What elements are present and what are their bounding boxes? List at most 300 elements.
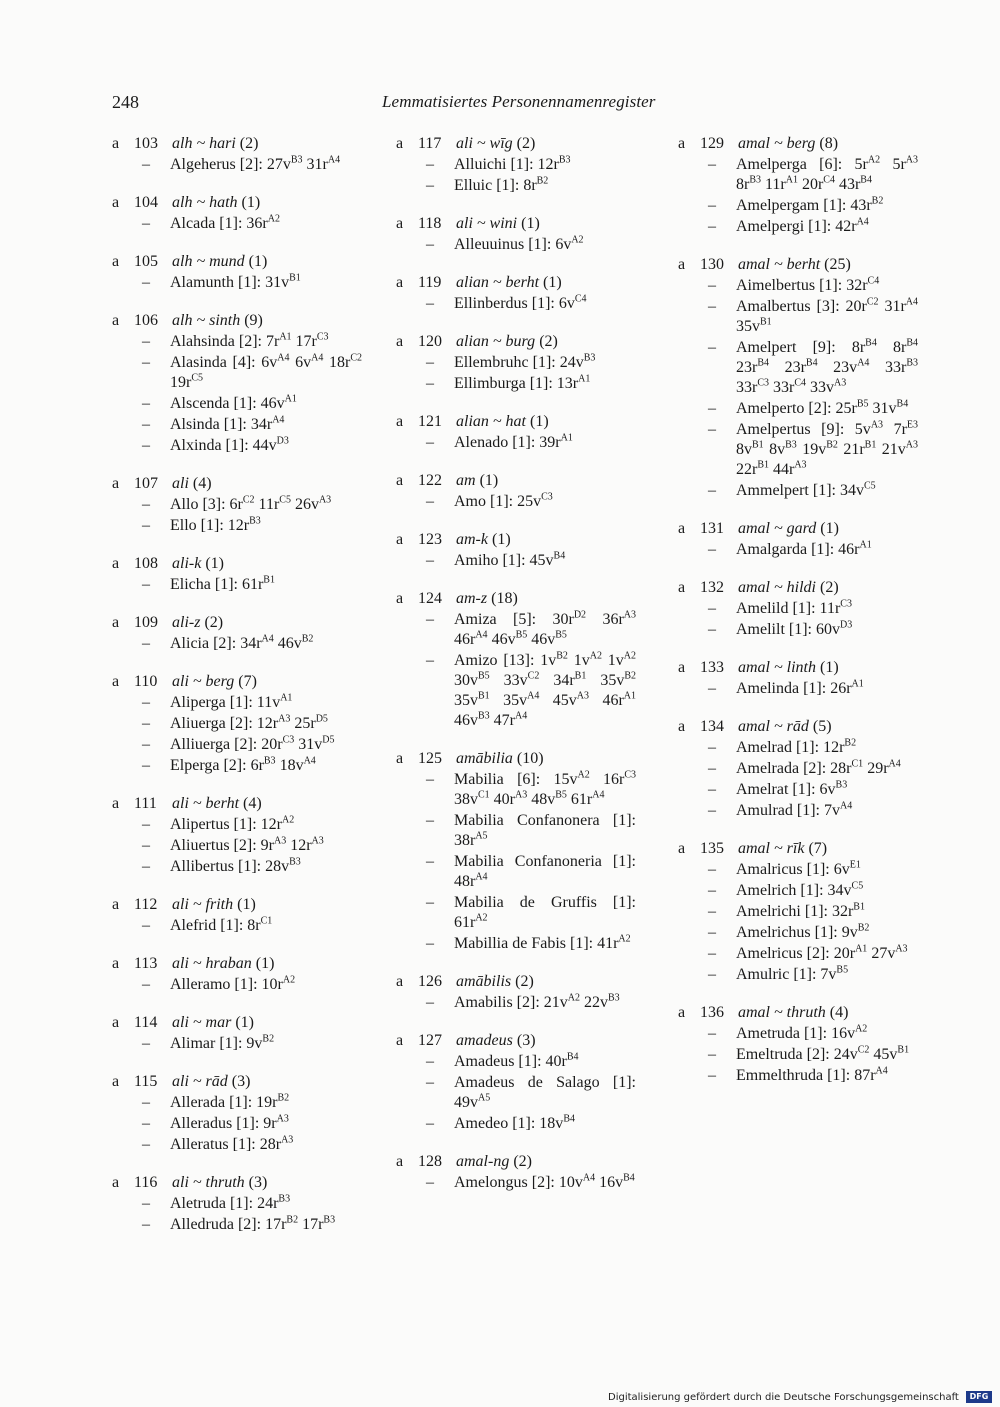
folio-siglum: C5 — [279, 494, 291, 506]
form-dash: – — [708, 781, 716, 798]
name-form — [678, 338, 918, 398]
name-form — [112, 836, 362, 856]
entry-mark: a — [396, 472, 404, 489]
entry-mark: a — [112, 896, 120, 913]
form-text: Amelinda [1]: $26r^{A1}$ — [736, 678, 864, 697]
entry-count: (1) — [235, 1014, 254, 1031]
entry-number: 115 — [134, 1073, 158, 1090]
folio-siglum: C3 — [840, 598, 852, 610]
form-dash: – — [142, 694, 150, 711]
form-dash: – — [426, 1074, 434, 1091]
entry-number: 112 — [134, 896, 158, 913]
entry-number: 117 — [418, 135, 442, 152]
entry-number: 128 — [418, 1153, 442, 1170]
index-entry — [678, 519, 918, 560]
entry-mark: a — [678, 1004, 686, 1021]
index-entry — [678, 1003, 918, 1086]
entry-mark: a — [112, 555, 120, 572]
folio-siglum: B4 — [860, 174, 872, 186]
form-dash: – — [708, 802, 716, 819]
form-text: Amiza [5]: $30r^{D2}$ $36r^{A3}$ $46r^{A4}$ $46v^{B5}$ $46v^{B5}$ — [454, 609, 636, 648]
entry-count: (1) — [248, 253, 268, 270]
folio-siglum: A4 — [311, 352, 324, 364]
folio-siglum: A4 — [857, 357, 870, 369]
folio-siglum: A1 — [284, 393, 297, 405]
entry-count: (1) — [530, 413, 549, 430]
name-form — [396, 934, 636, 954]
form-text: Amadeus [1]: $40r^{B4}$ — [454, 1051, 579, 1070]
folio-siglum: B2 — [871, 195, 884, 207]
entry-lemma: alian ~ burg — [456, 333, 536, 350]
entry-heading — [396, 749, 636, 769]
folio-siglum: A4 — [592, 789, 605, 801]
entry-mark: a — [112, 1073, 120, 1090]
folio-siglum: A3 — [895, 943, 908, 955]
folio-siglum: C3 — [282, 734, 295, 746]
entry-count: (7) — [808, 840, 828, 857]
entry-count: (1) — [479, 472, 499, 489]
folio-siglum: B5 — [555, 629, 567, 641]
form-dash: – — [142, 333, 150, 350]
dfg-logo: DFG — [966, 1391, 992, 1403]
name-form — [678, 599, 918, 619]
entry-count: (4) — [192, 475, 212, 492]
folio-siglum: B1 — [897, 1044, 910, 1056]
entry-heading — [112, 1013, 362, 1033]
index-entry — [396, 214, 636, 255]
folio-siglum: A2 — [577, 769, 590, 781]
entry-count: (2) — [239, 135, 259, 152]
entry-number: 111 — [134, 795, 157, 812]
entry-heading — [396, 412, 636, 432]
form-dash: – — [708, 861, 716, 878]
folio-siglum: A2 — [571, 234, 584, 246]
folio-siglum: B5 — [555, 789, 567, 801]
name-form — [396, 433, 636, 453]
entry-lemma: ali ~ rād — [172, 1073, 228, 1090]
entry-lemma: amal ~ rīk — [738, 840, 805, 857]
name-form — [112, 756, 362, 776]
entry-number: 105 — [134, 253, 158, 270]
entry-mark: a — [396, 274, 404, 291]
name-form — [112, 415, 362, 435]
entry-lemma: alh ~ hath — [172, 194, 238, 211]
index-entry — [678, 839, 918, 985]
form-dash: – — [708, 1025, 716, 1042]
entry-mark: a — [112, 135, 120, 152]
folio-siglum: B2 — [857, 922, 870, 934]
entry-mark: a — [396, 215, 404, 232]
form-dash: – — [708, 966, 716, 983]
form-dash: – — [708, 482, 716, 499]
form-text: Alenado [1]: $39r^{A1}$ — [454, 432, 573, 451]
entry-heading — [396, 589, 636, 609]
index-entry — [396, 273, 636, 314]
name-form — [112, 1194, 362, 1214]
name-form — [396, 551, 636, 571]
form-dash: – — [142, 1216, 150, 1233]
folio-siglum: C1 — [478, 789, 490, 801]
form-text: Amabilis [2]: $21v^{A2}$ $22v^{B3}$ — [454, 992, 620, 1011]
entry-heading — [678, 578, 918, 598]
form-text: Amalgarda [1]: $46r^{A1}$ — [736, 539, 872, 558]
form-dash: – — [142, 274, 150, 291]
form-text: Alleradus [1]: $9r^{A3}$ — [170, 1113, 289, 1132]
form-text: Amelpertus [9]: $5v^{A3}$ $7r^{E3}$ $8v^{B1}$ $8v^{B3}$ $19v^{B2}$ $21r^{B1}$ $21v^{A3}$ $22r^{B1}$ $44r^{A3}$ — [736, 419, 919, 478]
folio-siglum: B3 — [249, 515, 261, 527]
form-text: Ellimburga [1]: $13r^{A1}$ — [454, 373, 591, 392]
form-text: Aliuertus [2]: $9r^{A3}$ $12r^{A3}$ — [170, 835, 324, 854]
folio-siglum: A1 — [785, 174, 798, 186]
folio-siglum: A4 — [875, 1065, 888, 1077]
form-text: Elperga [2]: $6r^{B3}$ $18v^{A4}$ — [170, 755, 316, 774]
entry-mark: a — [112, 673, 120, 690]
entry-number: 106 — [134, 312, 158, 329]
entry-lemma: alian ~ berht — [456, 274, 540, 291]
entry-count: (18) — [491, 590, 518, 607]
entry-count: (25) — [824, 256, 851, 273]
folio-siglum: B2 — [277, 1092, 290, 1104]
entry-mark: a — [396, 531, 404, 548]
form-dash: – — [708, 945, 716, 962]
form-text: Alahsinda [2]: $7r^{A1}$ $17r^{C3}$ — [170, 331, 329, 350]
folio-siglum: C5 — [863, 480, 876, 492]
form-dash: – — [142, 1136, 150, 1153]
name-form — [112, 353, 362, 393]
folio-siglum: A1 — [578, 373, 591, 385]
folio-siglum: B2 — [286, 1214, 299, 1226]
name-form — [396, 1114, 636, 1134]
entry-count: (1) — [521, 215, 540, 232]
folio-siglum: B3 — [289, 856, 301, 868]
entry-number: 132 — [700, 579, 724, 596]
entry-heading — [112, 554, 362, 574]
folio-siglum: B3 — [835, 779, 848, 791]
entry-mark: a — [112, 1174, 120, 1191]
form-text: Amelrada [2]: $28r^{C1}$ $29r^{A4}$ — [736, 758, 901, 777]
entry-count: (1) — [241, 194, 261, 211]
entry-number: 122 — [418, 472, 442, 489]
entry-number: 118 — [418, 215, 442, 232]
form-text: Amizo [13]: $1v^{B2}$ $1v^{A2}$ $1v^{A2}$ $30v^{B5}$ $33v^{C2}$ $34r^{B1}$ $35v^{B2}$ $35v^{B1}$ $35v^{A4}$ $45v^{A3}$ $46r^{A1}$ $46v^{B3}$ $47r^{A4}$ — [454, 650, 637, 729]
folio-siglum: B4 — [757, 357, 769, 369]
form-text: Amelild [1]: $11r^{C3}$ — [736, 598, 852, 617]
index-entry — [112, 311, 362, 456]
entry-lemma: amal ~ thruth — [738, 1004, 826, 1021]
folio-siglum: A2 — [281, 814, 295, 826]
entry-mark: a — [396, 973, 404, 990]
entry-lemma: amadeus — [456, 1032, 513, 1049]
form-dash: – — [426, 434, 434, 451]
entry-heading — [396, 471, 636, 491]
entry-lemma: amābilia — [456, 750, 513, 767]
entry-mark: a — [678, 135, 686, 152]
form-text: Amulrad [1]: $7v^{A4}$ — [736, 800, 853, 819]
entry-lemma: am — [456, 472, 476, 489]
name-form — [396, 176, 636, 196]
entry-lemma: amal ~ berht — [738, 256, 821, 273]
form-dash: – — [708, 421, 716, 438]
form-text: Aliuerga [2]: $12r^{A3}$ $25r^{D5}$ — [170, 713, 328, 732]
folio-siglum: A3 — [281, 1134, 294, 1146]
folio-siglum: A4 — [303, 755, 316, 767]
folio-siglum: B1 — [574, 670, 587, 682]
entry-count: (5) — [812, 718, 832, 735]
form-dash: – — [142, 715, 150, 732]
form-text: Ellinberdus [1]: $6v^{C4}$ — [454, 293, 587, 312]
form-dash: – — [142, 917, 150, 934]
name-form — [112, 1114, 362, 1134]
form-text: Emeltruda [2]: $24v^{C2}$ $45v^{B1}$ — [736, 1044, 910, 1063]
entry-heading — [678, 717, 918, 737]
name-form — [396, 770, 636, 810]
form-dash: – — [142, 416, 150, 433]
form-dash: – — [708, 1046, 716, 1063]
name-form — [396, 811, 636, 851]
entry-count: (1) — [820, 520, 839, 537]
form-text: Ello [1]: $12r^{B3}$ — [170, 515, 261, 534]
entry-number: 135 — [700, 840, 724, 857]
entry-lemma: amal ~ berg — [738, 135, 816, 152]
index-entry — [396, 749, 636, 954]
entry-count: (2) — [820, 579, 839, 596]
entry-heading — [112, 672, 362, 692]
folio-siglum: A1 — [279, 331, 292, 343]
entry-lemma: ali ~ berht — [172, 795, 240, 812]
index-entry — [112, 1013, 362, 1054]
entry-number: 131 — [700, 520, 724, 537]
form-text: Alamunth [1]: $31v^{B1}$ — [170, 272, 301, 291]
folio-siglum: A2 — [267, 213, 280, 225]
entry-count: (7) — [238, 673, 257, 690]
form-text: Amelrich [1]: $34v^{C5}$ — [736, 880, 864, 899]
entry-heading — [112, 1072, 362, 1092]
folio-siglum: B1 — [853, 901, 865, 913]
entry-number: 133 — [700, 659, 724, 676]
folio-siglum: A3 — [276, 1113, 289, 1125]
form-text: Amedeo [1]: $18v^{B4}$ — [454, 1113, 575, 1132]
form-text: Alscenda [1]: $46v^{A1}$ — [170, 393, 297, 412]
form-text: Mabilia Confanonera [1]: $38r^{A5}$ — [454, 812, 636, 849]
entry-heading — [112, 193, 362, 213]
folio-siglum: D2 — [573, 609, 587, 621]
folio-siglum: A3 — [273, 835, 287, 847]
form-dash: – — [142, 1035, 150, 1052]
form-dash: – — [426, 552, 434, 569]
name-form — [396, 235, 636, 255]
entry-heading — [112, 134, 362, 154]
folio-siglum: B3 — [478, 710, 490, 722]
name-form — [678, 540, 918, 560]
name-form — [678, 923, 918, 943]
form-dash: – — [708, 903, 716, 920]
folio-siglum: C2 — [350, 352, 362, 364]
name-form — [678, 801, 918, 821]
form-text: Ametruda [1]: $16v^{A2}$ — [736, 1023, 868, 1042]
folio-siglum: B4 — [906, 337, 918, 349]
name-form — [112, 735, 362, 755]
form-dash: – — [142, 576, 150, 593]
form-dash: – — [142, 757, 150, 774]
index-entry — [396, 1152, 636, 1193]
form-text: Alleratus [1]: $28r^{A3}$ — [170, 1134, 294, 1153]
folio-siglum: B3 — [906, 357, 919, 369]
name-form — [678, 297, 918, 337]
folio-siglum: C2 — [866, 296, 879, 308]
entry-lemma: alh ~ sinth — [172, 312, 241, 329]
entry-lemma: amal ~ gard — [738, 520, 817, 537]
entry-lemma: amal ~ rād — [738, 718, 809, 735]
entry-lemma: alh ~ hari — [172, 135, 236, 152]
folio-siglum: B4 — [865, 337, 877, 349]
index-entry — [396, 972, 636, 1013]
name-form — [112, 714, 362, 734]
form-text: Alsinda [1]: $34r^{A4}$ — [170, 414, 285, 433]
form-text: Emmelthruda [1]: $87r^{A4}$ — [736, 1065, 888, 1084]
form-text: Alleramo [1]: $10r^{A2}$ — [170, 974, 296, 993]
entry-lemma: ali ~ frith — [172, 896, 234, 913]
folio-siglum: B5 — [836, 964, 849, 976]
entry-lemma: amal ~ hildi — [738, 579, 816, 596]
folio-siglum: A4 — [582, 1172, 596, 1184]
folio-siglum: D3 — [276, 435, 289, 447]
entry-heading — [678, 519, 918, 539]
name-form — [678, 1066, 918, 1086]
folio-siglum: B3 — [583, 352, 596, 364]
name-form — [112, 1093, 362, 1113]
entry-mark: a — [678, 659, 686, 676]
folio-siglum: A4 — [515, 710, 528, 722]
name-form — [112, 495, 362, 515]
entry-heading — [396, 134, 636, 154]
index-entry — [396, 530, 636, 571]
index-entry — [396, 471, 636, 512]
form-dash: – — [426, 771, 434, 788]
form-dash: – — [708, 400, 716, 417]
folio-siglum: C5 — [851, 880, 864, 892]
entry-heading — [112, 613, 362, 633]
form-text: Aliperga [1]: $11v^{A1}$ — [170, 692, 293, 711]
entry-heading — [112, 794, 362, 814]
form-dash: – — [142, 858, 150, 875]
name-form — [678, 155, 918, 195]
name-form — [112, 214, 362, 234]
form-text: Amelpergam [1]: $43r^{B2}$ — [736, 195, 884, 214]
folio-siglum: B1 — [289, 272, 301, 284]
entry-heading — [112, 474, 362, 494]
form-text: Algeherus [2]: $27v^{B3}$ $31r^{A4}$ — [170, 154, 341, 173]
name-form — [396, 610, 636, 650]
entry-count: (4) — [829, 1004, 849, 1021]
entry-heading — [396, 1152, 636, 1172]
form-text: Elluic [1]: $8r^{B2}$ — [454, 175, 549, 194]
entry-mark: a — [396, 1032, 404, 1049]
folio-siglum: A5 — [475, 830, 488, 842]
entry-count: (1) — [205, 555, 224, 572]
folio-siglum: B5 — [856, 398, 869, 410]
name-form — [112, 1215, 362, 1235]
entry-number: 107 — [134, 475, 158, 492]
form-dash: – — [708, 197, 716, 214]
entry-mark: a — [112, 1014, 120, 1031]
form-dash: – — [708, 600, 716, 617]
entry-number: 108 — [134, 555, 158, 572]
folio-siglum: A4 — [475, 871, 488, 883]
form-dash: – — [426, 652, 434, 669]
name-form — [112, 693, 362, 713]
index-entry — [112, 554, 362, 595]
form-dash: – — [708, 621, 716, 638]
folio-siglum: C4 — [574, 293, 587, 305]
folio-siglum: B3 — [290, 154, 303, 166]
form-text: Ellembruhc [1]: $24v^{B3}$ — [454, 352, 596, 371]
folio-siglum: A4 — [888, 758, 901, 770]
folio-siglum: B1 — [760, 316, 772, 328]
folio-siglum: B4 — [896, 398, 909, 410]
entry-count: (2) — [204, 614, 224, 631]
folio-siglum: B3 — [749, 174, 761, 186]
index-entry — [112, 613, 362, 654]
folio-siglum: A4 — [272, 414, 285, 426]
folio-siglum: A2 — [282, 974, 296, 986]
name-form — [678, 738, 918, 758]
form-text: Amelrad [1]: $12r^{B2}$ — [736, 737, 857, 756]
folio-siglum: B2 — [556, 650, 568, 662]
entry-lemma: ali-k — [172, 555, 202, 572]
index-column-3 — [678, 134, 918, 1104]
folio-siglum: E1 — [849, 859, 861, 871]
form-dash: – — [142, 437, 150, 454]
name-form — [396, 993, 636, 1013]
name-form — [112, 1034, 362, 1054]
folio-siglum: A1 — [859, 539, 872, 551]
folio-siglum: A2 — [867, 154, 881, 166]
entry-heading — [112, 252, 362, 272]
entry-lemma: ali — [172, 475, 189, 492]
entry-count: (1) — [491, 531, 511, 548]
form-dash: – — [708, 339, 716, 356]
name-form — [678, 944, 918, 964]
name-form — [396, 294, 636, 314]
entry-lemma: ali ~ berg — [172, 673, 235, 690]
form-text: Amelrichus [1]: $9v^{B2}$ — [736, 922, 870, 941]
form-text: Amelperga [6]: $5r^{A2}$ $5r^{A3}$ $8r^{B3}$ $11r^{A1}$ $20r^{C4}$ $43r^{B4}$ — [736, 154, 918, 193]
index-entry — [678, 134, 918, 237]
name-form — [678, 620, 918, 640]
entry-count: (4) — [243, 795, 262, 812]
form-text: Allo [3]: $6r^{C2}$ $11r^{C5}$ $26v^{A3}$ — [170, 494, 332, 513]
form-dash: – — [426, 236, 434, 253]
form-dash: – — [708, 760, 716, 777]
folio-siglum: A2 — [623, 650, 637, 662]
index-entry — [112, 895, 362, 936]
form-dash: – — [708, 1067, 716, 1084]
folio-siglum: B3 — [323, 1214, 336, 1226]
entry-heading — [396, 1031, 636, 1051]
name-form — [112, 916, 362, 936]
form-text: Alledruda [2]: $17r^{B2}$ $17r^{B3}$ — [170, 1214, 336, 1233]
form-text: Alipertus [1]: $12r^{A2}$ — [170, 814, 295, 833]
entry-mark: a — [396, 135, 404, 152]
form-dash: – — [426, 611, 434, 628]
entry-mark: a — [112, 955, 120, 972]
folio-siglum: A3 — [318, 494, 332, 506]
entry-heading — [112, 1173, 362, 1193]
form-dash: – — [426, 1115, 434, 1132]
folio-siglum: A4 — [327, 154, 341, 166]
name-form — [678, 780, 918, 800]
form-text: Aimelbertus [1]: $32r^{C4}$ — [736, 275, 880, 294]
